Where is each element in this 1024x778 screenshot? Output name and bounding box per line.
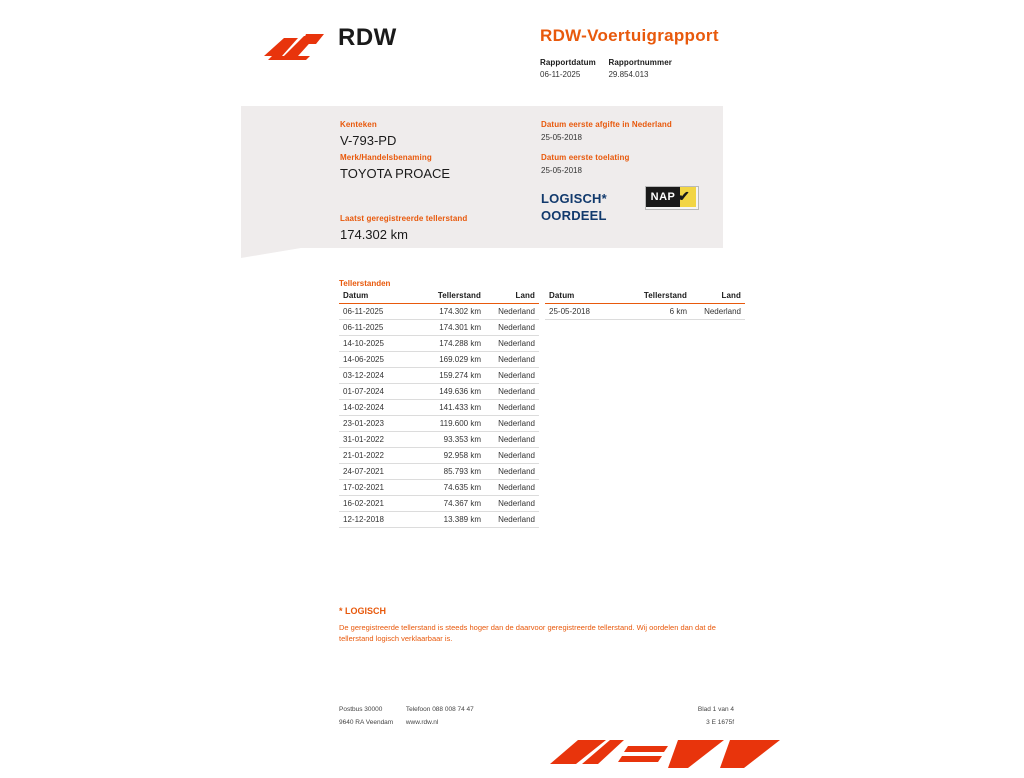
make-label: Merk/Handelsbenaming xyxy=(340,153,432,162)
cell-date: 03-12-2024 xyxy=(339,368,415,384)
cell-country: Nederland xyxy=(485,480,539,496)
column-header-country: Land xyxy=(485,291,539,304)
report-date-label: Rapportdatum xyxy=(540,58,596,67)
cell-odometer: 174.288 km xyxy=(415,336,485,352)
report-date-value: 06-11-2025 xyxy=(540,70,581,79)
cell-odometer: 174.302 km xyxy=(415,304,485,320)
rdw-logo xyxy=(262,24,432,70)
verdict-line-1: LOGISCH* xyxy=(541,191,607,206)
footnote-title: * LOGISCH xyxy=(339,606,387,616)
column-header-date: Datum xyxy=(545,291,621,304)
cell-country: Nederland xyxy=(485,448,539,464)
table-row xyxy=(339,320,539,336)
table-row xyxy=(339,416,539,432)
cell-odometer: 169.029 km xyxy=(415,352,485,368)
cell-country: Nederland xyxy=(485,368,539,384)
cell-date: 12-12-2018 xyxy=(339,512,415,528)
table-row xyxy=(339,448,539,464)
table-header-row xyxy=(339,291,539,304)
cell-date: 24-07-2021 xyxy=(339,464,415,480)
odometer-table-left-body xyxy=(339,304,539,528)
cell-country: Nederland xyxy=(485,464,539,480)
cell-odometer: 92.958 km xyxy=(415,448,485,464)
odometer-section-title: Tellerstanden xyxy=(339,279,391,288)
cell-odometer: 119.600 km xyxy=(415,416,485,432)
nap-badge xyxy=(645,186,699,210)
footer-website[interactable]: www.rdw.nl xyxy=(405,719,439,726)
page-number: Blad 1 van 4 xyxy=(697,706,734,713)
cell-date: 17-02-2021 xyxy=(339,480,415,496)
cell-date: 14-06-2025 xyxy=(339,352,415,368)
table-header-row xyxy=(545,291,745,304)
cell-date: 31-01-2022 xyxy=(339,432,415,448)
table-row xyxy=(339,400,539,416)
table-row xyxy=(545,304,745,320)
make-value: TOYOTA PROACE xyxy=(340,166,451,181)
footer-contact xyxy=(406,703,556,729)
first-admission-value: 25-05-2018 xyxy=(541,166,582,175)
cell-country: Nederland xyxy=(485,320,539,336)
footer-decorative-graphic xyxy=(548,738,798,778)
cell-odometer: 85.793 km xyxy=(415,464,485,480)
cell-country: Nederland xyxy=(691,304,745,320)
footer-address xyxy=(339,703,404,729)
cell-date: 01-07-2024 xyxy=(339,384,415,400)
footer-phone: Telefoon 088 008 74 47 xyxy=(405,706,474,713)
report-number-value: 29.854.013 xyxy=(608,70,649,79)
first-issue-value: 25-05-2018 xyxy=(541,133,582,142)
cell-odometer: 13.389 km xyxy=(415,512,485,528)
column-header-odometer: Tellerstand xyxy=(415,291,485,304)
cell-country: Nederland xyxy=(485,400,539,416)
column-header-date: Datum xyxy=(339,291,415,304)
table-row xyxy=(339,512,539,528)
cell-odometer: 159.274 km xyxy=(415,368,485,384)
table-row xyxy=(339,336,539,352)
verdict-text xyxy=(541,190,607,224)
report-number-label: Rapportnummer xyxy=(608,58,672,67)
cell-country: Nederland xyxy=(485,496,539,512)
footer-address-line-1: Postbus 30000 xyxy=(339,706,383,713)
first-admission-label: Datum eerste toelating xyxy=(541,153,630,162)
odometer-table-right xyxy=(545,291,745,320)
cell-date: 21-01-2022 xyxy=(339,448,415,464)
rdw-logo-icon xyxy=(262,30,328,64)
cell-odometer: 74.635 km xyxy=(415,480,485,496)
last-odometer-label: Laatst geregistreerde tellerstand xyxy=(340,214,468,223)
table-row xyxy=(339,464,539,480)
cell-country: Nederland xyxy=(485,384,539,400)
licence-label: Kenteken xyxy=(340,120,377,129)
cell-odometer: 93.353 km xyxy=(415,432,485,448)
cell-country: Nederland xyxy=(485,512,539,528)
table-row xyxy=(339,384,539,400)
cell-country: Nederland xyxy=(485,352,539,368)
page-title: RDW-Voertuigrapport xyxy=(540,26,719,45)
report-date-block xyxy=(540,58,604,79)
last-odometer-value: 174.302 km xyxy=(340,227,408,242)
document-code: 3 E 1675f xyxy=(706,719,734,726)
cell-date: 16-02-2021 xyxy=(339,496,415,512)
cell-date: 23-01-2023 xyxy=(339,416,415,432)
vehicle-summary-panel xyxy=(241,106,723,248)
table-row xyxy=(339,304,539,320)
cell-country: Nederland xyxy=(485,304,539,320)
odometer-table-left xyxy=(339,291,539,528)
footer-address-line-2: 9640 RA Veendam xyxy=(339,719,394,726)
column-header-odometer: Tellerstand xyxy=(621,291,691,304)
table-row xyxy=(339,432,539,448)
table-row xyxy=(339,480,539,496)
cell-odometer: 149.636 km xyxy=(415,384,485,400)
footnote-body: De geregistreerde tellerstand is steeds hoger dan de daarvoor geregistreerde tellerstand. Wij oordelen dan dat de tellerstand logisch verklaarbaar is. xyxy=(339,623,716,643)
footer-page-info xyxy=(660,703,734,729)
nap-badge-text: NAP xyxy=(646,187,680,207)
cell-country: Nederland xyxy=(485,336,539,352)
report-meta xyxy=(540,58,780,79)
table-row xyxy=(339,368,539,384)
cell-date: 06-11-2025 xyxy=(339,320,415,336)
cell-date: 14-10-2025 xyxy=(339,336,415,352)
verdict-line-2: OORDEEL xyxy=(541,208,607,223)
odometer-table-right-body xyxy=(545,304,745,320)
table-row xyxy=(339,352,539,368)
cell-country: Nederland xyxy=(485,416,539,432)
check-icon: ✔ xyxy=(678,188,690,204)
column-header-country: Land xyxy=(691,291,745,304)
cell-odometer: 74.367 km xyxy=(415,496,485,512)
licence-value: V-793-PD xyxy=(340,133,397,148)
rdw-watermark-icon xyxy=(548,738,798,778)
panel-corner-notch xyxy=(241,248,301,258)
report-number-block xyxy=(608,58,672,79)
first-issue-label: Datum eerste afgifte in Nederland xyxy=(541,120,672,129)
cell-date: 25-05-2018 xyxy=(545,304,621,320)
cell-date: 06-11-2025 xyxy=(339,304,415,320)
cell-odometer: 141.433 km xyxy=(415,400,485,416)
cell-odometer: 174.301 km xyxy=(415,320,485,336)
cell-date: 14-02-2024 xyxy=(339,400,415,416)
cell-odometer: 6 km xyxy=(621,304,691,320)
brand-name: RDW xyxy=(338,24,397,51)
table-row xyxy=(339,496,539,512)
cell-country: Nederland xyxy=(485,432,539,448)
